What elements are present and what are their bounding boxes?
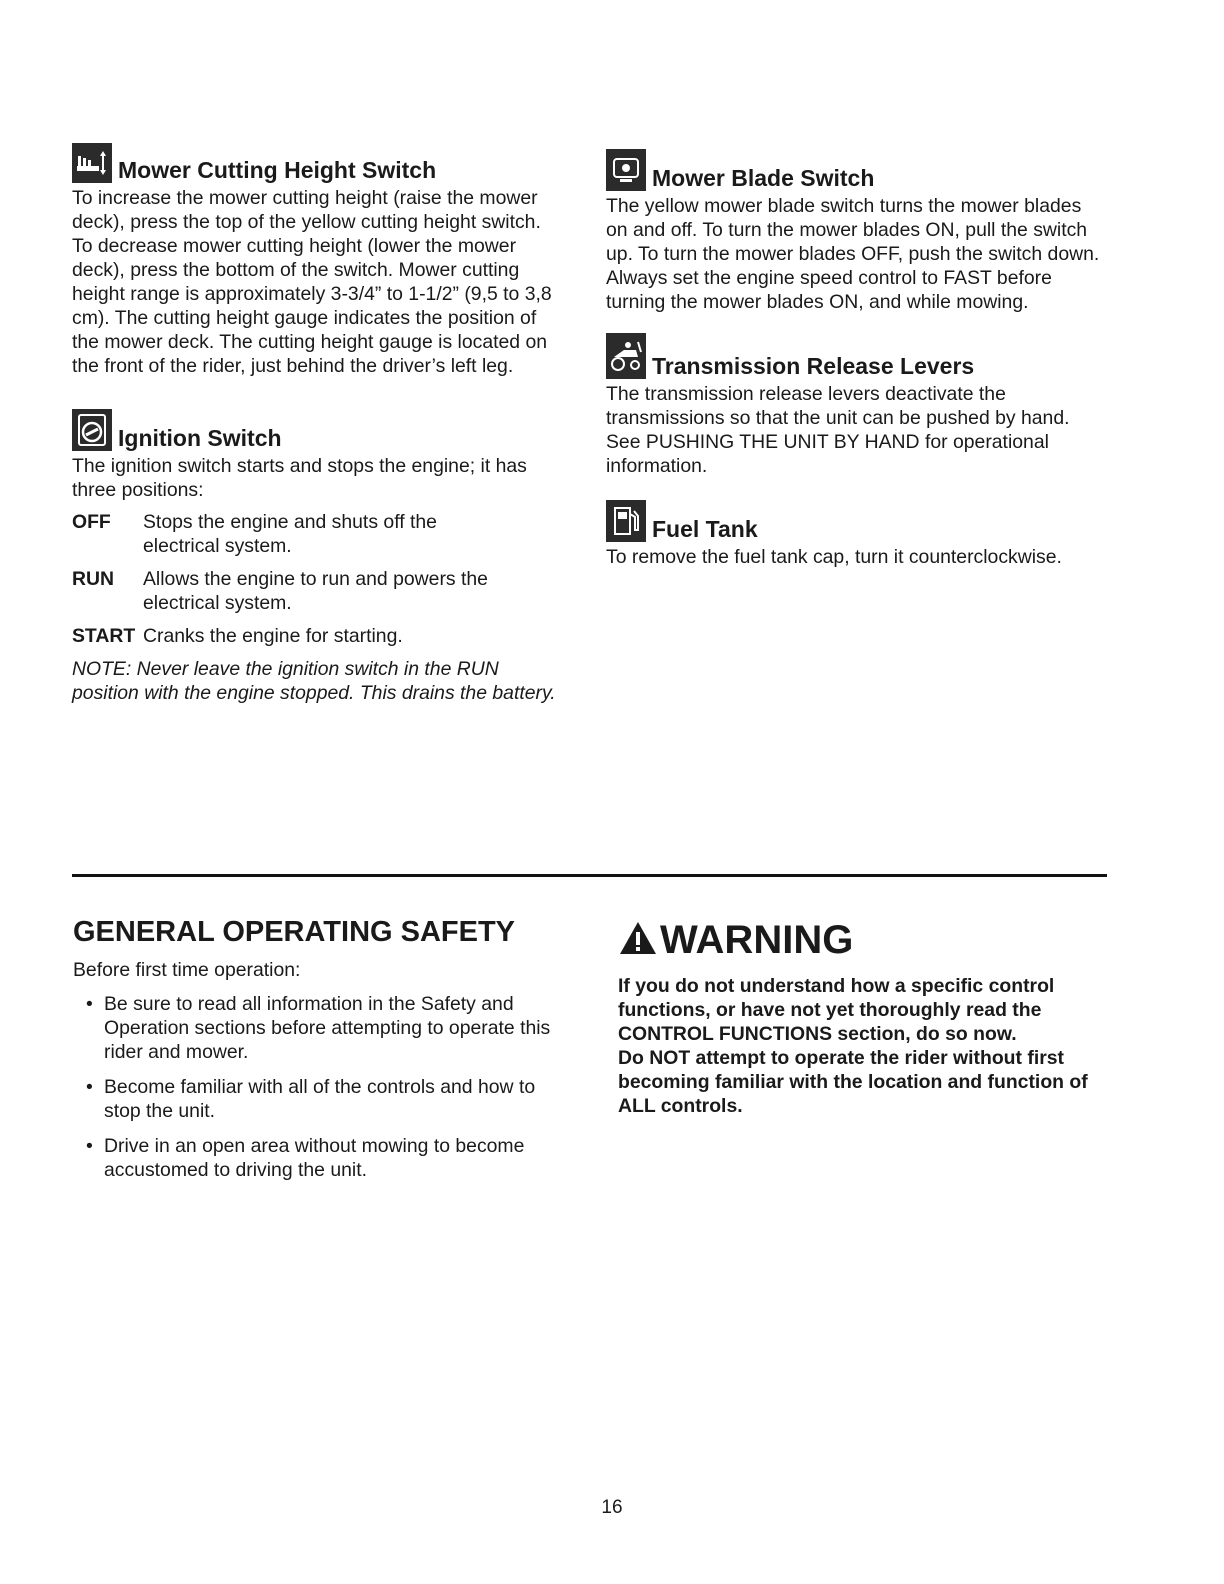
position-term: START	[72, 625, 136, 647]
position-term: OFF	[72, 511, 111, 533]
transmission-header	[606, 333, 1108, 379]
cutting-height-title: Mower Cutting Height Switch	[118, 157, 437, 183]
section-transmission	[606, 333, 1108, 478]
warning-paragraph: If you do not understand how a specific control functions, or have not yet thoroughly read the CONTROL FUNCTIONS section, do so now.	[618, 975, 1055, 1045]
fuel-tank-header	[606, 500, 1108, 542]
blade-switch-body: The yellow mower blade switch turns the mower blades on and off. To turn the mower blades ON, pull the switch up. To turn the mower blades OFF, push the switch down. Always set the engine speed control to FAST before turning the mower blades ON, and while mowing.	[606, 195, 1100, 313]
ignition-title: Ignition Switch	[118, 425, 282, 451]
transmission-body: The transmission release levers deactivate the transmissions so that the unit can be pushed by hand. See PUSHING THE UNIT BY HAND for operational information.	[606, 383, 1070, 477]
cutting-height-body: To increase the mower cutting height (raise the mower deck), press the top of the yellow cutting height switch. To decrease mower cutting height (lower the mower deck), press the bottom of the switch. Mower cutting height range is approximately 3-3/4” to 1-1/2” (9,5 to 3,8 cm). The cutting height gauge indicates the position of the mower deck. The cutting height gauge is located on the front of the rider, just behind the driver’s left leg.	[72, 187, 552, 377]
safety-intro: Before first time operation:	[73, 959, 301, 981]
ignition-note: NOTE: Never leave the ignition switch in the RUN position with the engine stopped. This drains the battery.	[72, 658, 556, 704]
position-desc: Cranks the engine for starting.	[143, 625, 403, 647]
cutting-height-header	[72, 143, 558, 183]
section-general-safety	[73, 916, 573, 1193]
list-item	[73, 1134, 564, 1182]
warning-triangle-icon	[618, 920, 658, 961]
transmission-release-icon	[606, 333, 646, 379]
section-blade-switch	[606, 149, 1108, 314]
section-cutting-height	[72, 143, 558, 378]
warning-paragraph: Do NOT attempt to operate the rider without first becoming familiar with the location and function of ALL controls.	[618, 1047, 1088, 1117]
safety-list	[73, 992, 573, 1182]
blade-switch-header	[606, 149, 1108, 191]
ignition-key-icon	[72, 409, 112, 451]
bullet-icon: •	[86, 993, 93, 1015]
bullet-icon: •	[86, 1076, 93, 1098]
ignition-position-run	[72, 567, 558, 615]
bullet-text: Drive in an open area without mowing to become accustomed to driving the unit.	[104, 1135, 525, 1181]
transmission-title: Transmission Release Levers	[652, 353, 975, 379]
page-number: 16	[601, 1497, 623, 1518]
bullet-text: Be sure to read all information in the Safety and Operation sections before attempting to operate this rider and mower.	[104, 993, 551, 1063]
warning-header	[618, 918, 1088, 962]
ignition-positions	[72, 510, 558, 648]
cutting-height-icon	[72, 143, 112, 183]
ignition-header	[72, 409, 558, 451]
section-ignition	[72, 409, 558, 705]
fuel-tank-title: Fuel Tank	[652, 516, 758, 542]
bullet-icon: •	[86, 1135, 93, 1157]
section-fuel-tank	[606, 500, 1108, 569]
ignition-body: The ignition switch starts and stops the engine; it has three positions:	[72, 455, 527, 501]
ignition-position-off	[72, 510, 558, 558]
fuel-tank-body: To remove the fuel tank cap, turn it counterclockwise.	[606, 546, 1062, 568]
section-warning	[618, 918, 1088, 1118]
position-term: RUN	[72, 568, 115, 590]
fuel-pump-icon	[606, 500, 646, 542]
ignition-position-start	[72, 624, 558, 648]
warning-title: WARNING	[660, 918, 854, 962]
blade-switch-icon	[606, 149, 646, 191]
bullet-text: Become familiar with all of the controls and how to stop the unit.	[104, 1076, 536, 1122]
position-desc: Stops the engine and shuts off the electrical system.	[143, 511, 437, 557]
position-desc: Allows the engine to run and powers the electrical system.	[143, 568, 488, 614]
section-divider	[72, 874, 1107, 877]
list-item	[73, 992, 564, 1064]
blade-switch-title: Mower Blade Switch	[652, 165, 875, 191]
list-item	[73, 1075, 564, 1123]
safety-title: GENERAL OPERATING SAFETY	[73, 916, 516, 948]
